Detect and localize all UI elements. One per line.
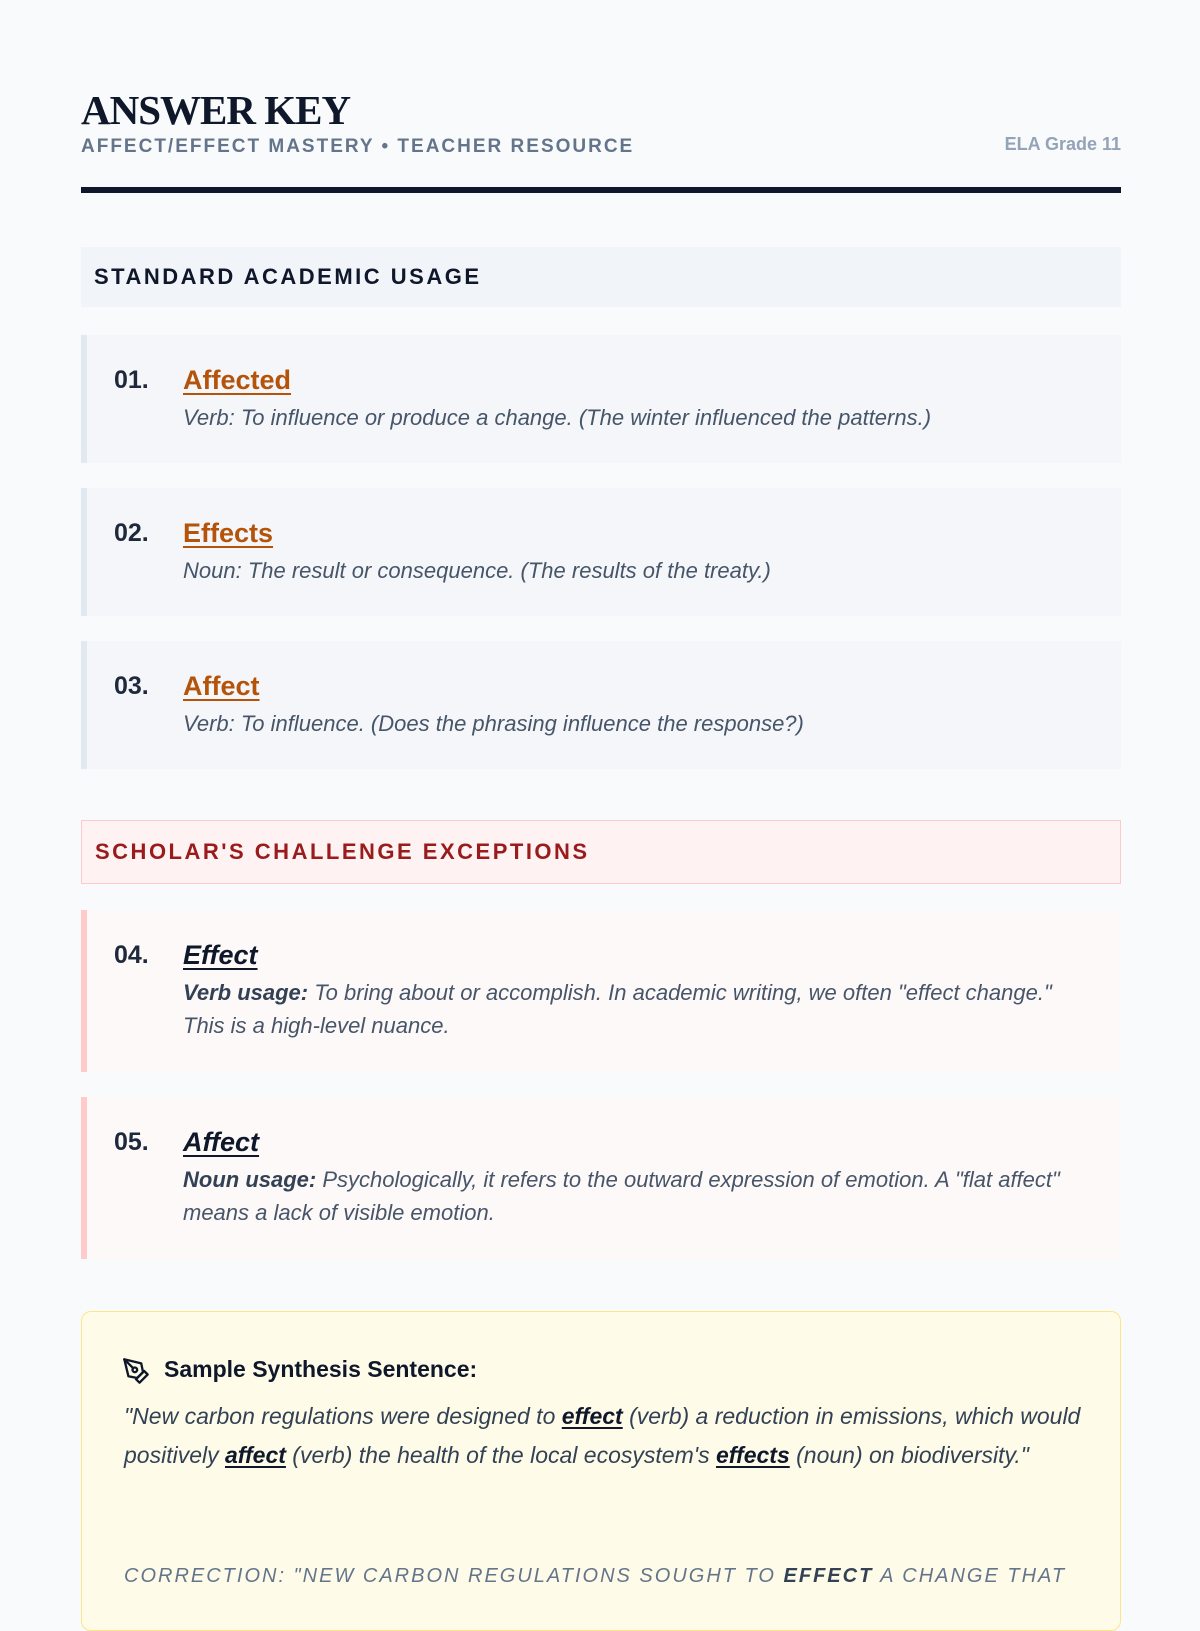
answer-definition: Verb: To influence or produce a change. (The winter influenced the patterns.): [183, 405, 932, 430]
answer-word: Effect: [183, 940, 258, 970]
usage-text: Psychologically, it refers to the outward expression of emotion. A "flat affect" means a lack of visible emotion.: [183, 1167, 1060, 1225]
sentence-text: (noun) on biodiversity.": [789, 1441, 1029, 1468]
sentence-keyword: effect: [561, 1403, 623, 1429]
page-title: ANSWER KEY: [81, 87, 351, 133]
usage-label: Noun usage:: [183, 1167, 317, 1192]
correction-text: CORRECTION: "NEW CARBON REGULATIONS SOUGHT TO: [124, 1565, 784, 1587]
answer-definition: Verb: To influence. (Does the phrasing influence the response?): [183, 711, 804, 736]
answer-card: [81, 641, 1121, 769]
usage-text: To bring about or accomplish. In academic writing, we often "effect change." This is a high-level nuance.: [183, 980, 1052, 1038]
answer-definition: [183, 976, 1083, 1042]
sentence-text: (verb) a reduction in emissions, which would positively: [124, 1403, 1081, 1468]
answer-card: [81, 335, 1121, 463]
sentence-keyword: affect: [224, 1441, 286, 1468]
answer-card: [81, 1097, 1121, 1259]
correction-text: A CHANGE THAT: [873, 1565, 1067, 1587]
answer-number: 05.: [114, 1128, 149, 1156]
answer-definition: Noun: The result or consequence. (The results of the treaty.): [183, 558, 771, 583]
page-subtitle: AFFECT/EFFECT MASTERY • TEACHER RESOURCE: [81, 136, 635, 157]
answer-word: Affect: [183, 671, 260, 701]
correction-keyword: EFFECT: [783, 1565, 874, 1587]
answer-number: 02.: [114, 519, 149, 547]
sentence-keyword: effects: [716, 1441, 790, 1468]
grade-label: ELA Grade 11: [1004, 134, 1121, 154]
answer-number: 03.: [114, 672, 149, 700]
synthesis-heading: Sample Synthesis Sentence:: [164, 1356, 478, 1382]
answer-key-page: [81, 0, 1121, 1587]
answer-card: [81, 910, 1121, 1072]
sentence-text: (verb) the health of the local ecosystem's: [285, 1441, 717, 1468]
answer-definition: [183, 1163, 1083, 1229]
usage-label: Verb usage:: [183, 980, 309, 1005]
answer-card: [81, 488, 1121, 616]
synthesis-box: [81, 1311, 1121, 1631]
answer-number: 01.: [114, 366, 149, 394]
answer-word: Affected: [183, 365, 292, 395]
answer-word: Effects: [183, 518, 274, 548]
section-challenge-exceptions: SCHOLAR'S CHALLENGE EXCEPTIONS: [81, 820, 1121, 884]
synthesis-sentence: [124, 1397, 1084, 1474]
section-standard-usage: STANDARD ACADEMIC USAGE: [81, 247, 1121, 307]
pen-nib-icon: [122, 1357, 150, 1385]
synthesis-correction: [124, 1559, 1084, 1593]
header: [81, 0, 1121, 193]
answer-word: Affect: [183, 1127, 260, 1157]
sentence-text: "New carbon regulations were designed to: [124, 1403, 562, 1429]
answer-number: 04.: [114, 941, 149, 969]
